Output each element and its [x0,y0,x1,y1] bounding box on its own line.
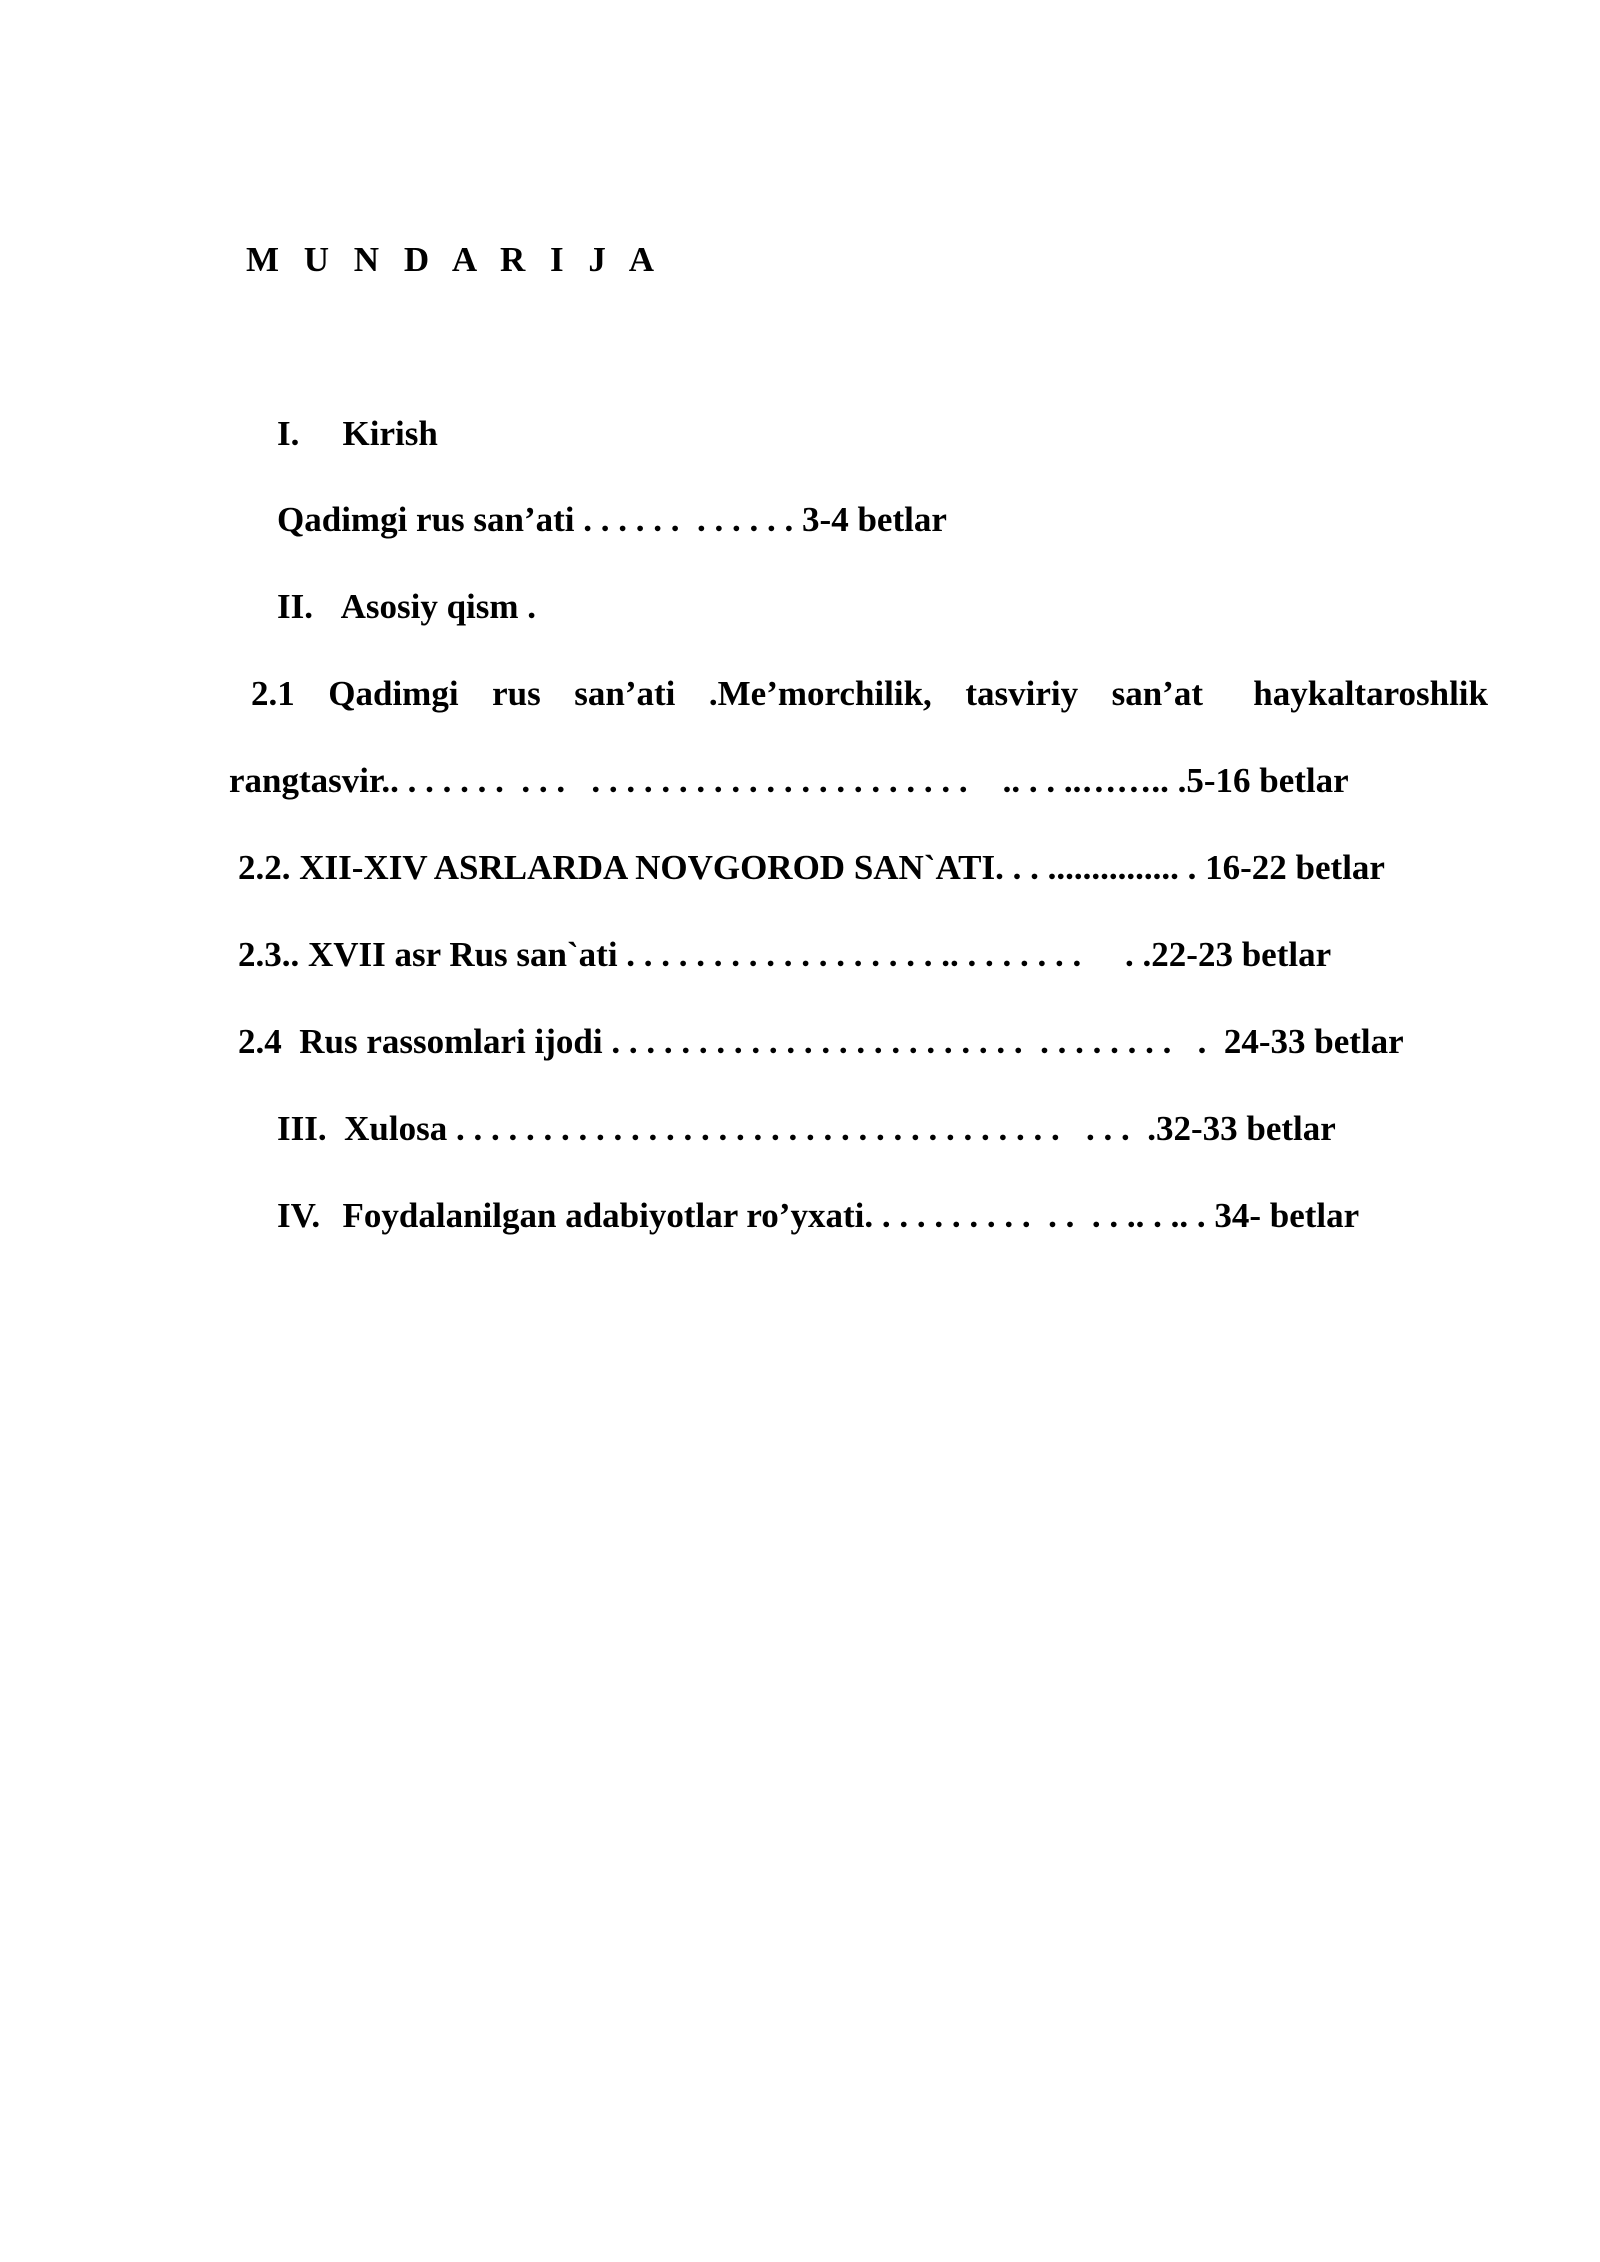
toc-entry-conclusion [277,1109,1336,1149]
toc-entry-references [277,1196,1359,1236]
toc-entry-text: Foydalanilgan adabiyotlar ro’yxati. . . . . . . . . . . . . . .. . .. . 34- betlar [342,1196,1360,1235]
toc-entry-text: Qadimgi rus san’ati . . . . . . . . . . . . 3-4 betlar [277,500,947,539]
toc-entry-2-1-line-1: 2.1 Qadimgi rus san’ati .Me’morchilik, tasviriy san’at haykaltaroshlik [251,674,1488,713]
toc-entry-introduction [277,414,438,454]
toc-entry-number: II. [277,587,313,626]
toc-entry-2-4: 2.4 Rus rassomlari ijodi . . . . . . . . . . . . . . . . . . . . . . . . . . . . . . . . . 24-33 betlar [238,1022,1404,1061]
toc-entry-number: I. [277,414,300,453]
toc-entry-2-2: 2.2. XII-XIV ASRLARDA NOVGOROD SAN`ATI. . . ............... . 16-22 betlar [238,848,1385,887]
toc-entry-2-3: 2.3.. XVII asr Rus san`ati . . . . . . . . . . . . . . . . . . .. . . . . . . . . .22-23 betlar [238,935,1332,974]
toc-entry-text: Xulosa . . . . . . . . . . . . . . . . . . . . . . . . . . . . . . . . . . . . . . .32-33 betlar [344,1109,1336,1148]
toc-entry-ancient-russian-art [277,500,947,540]
toc-entry-number: III. [277,1109,327,1148]
toc-entry-text: Kirish [342,414,438,453]
toc-entry-2-1-line-2: rangtasvir.. . . . . . . . . . . . . . . . . . . . . . . . . . . . . . . . .. . . ..…….. .5-16 betlar [229,761,1349,800]
toc-entry-main-part [277,587,536,627]
toc-entry-number: IV. [277,1196,321,1235]
page-title: M U N D A R I J A [246,240,663,279]
toc-entry-text: Asosiy qism . [340,587,537,626]
